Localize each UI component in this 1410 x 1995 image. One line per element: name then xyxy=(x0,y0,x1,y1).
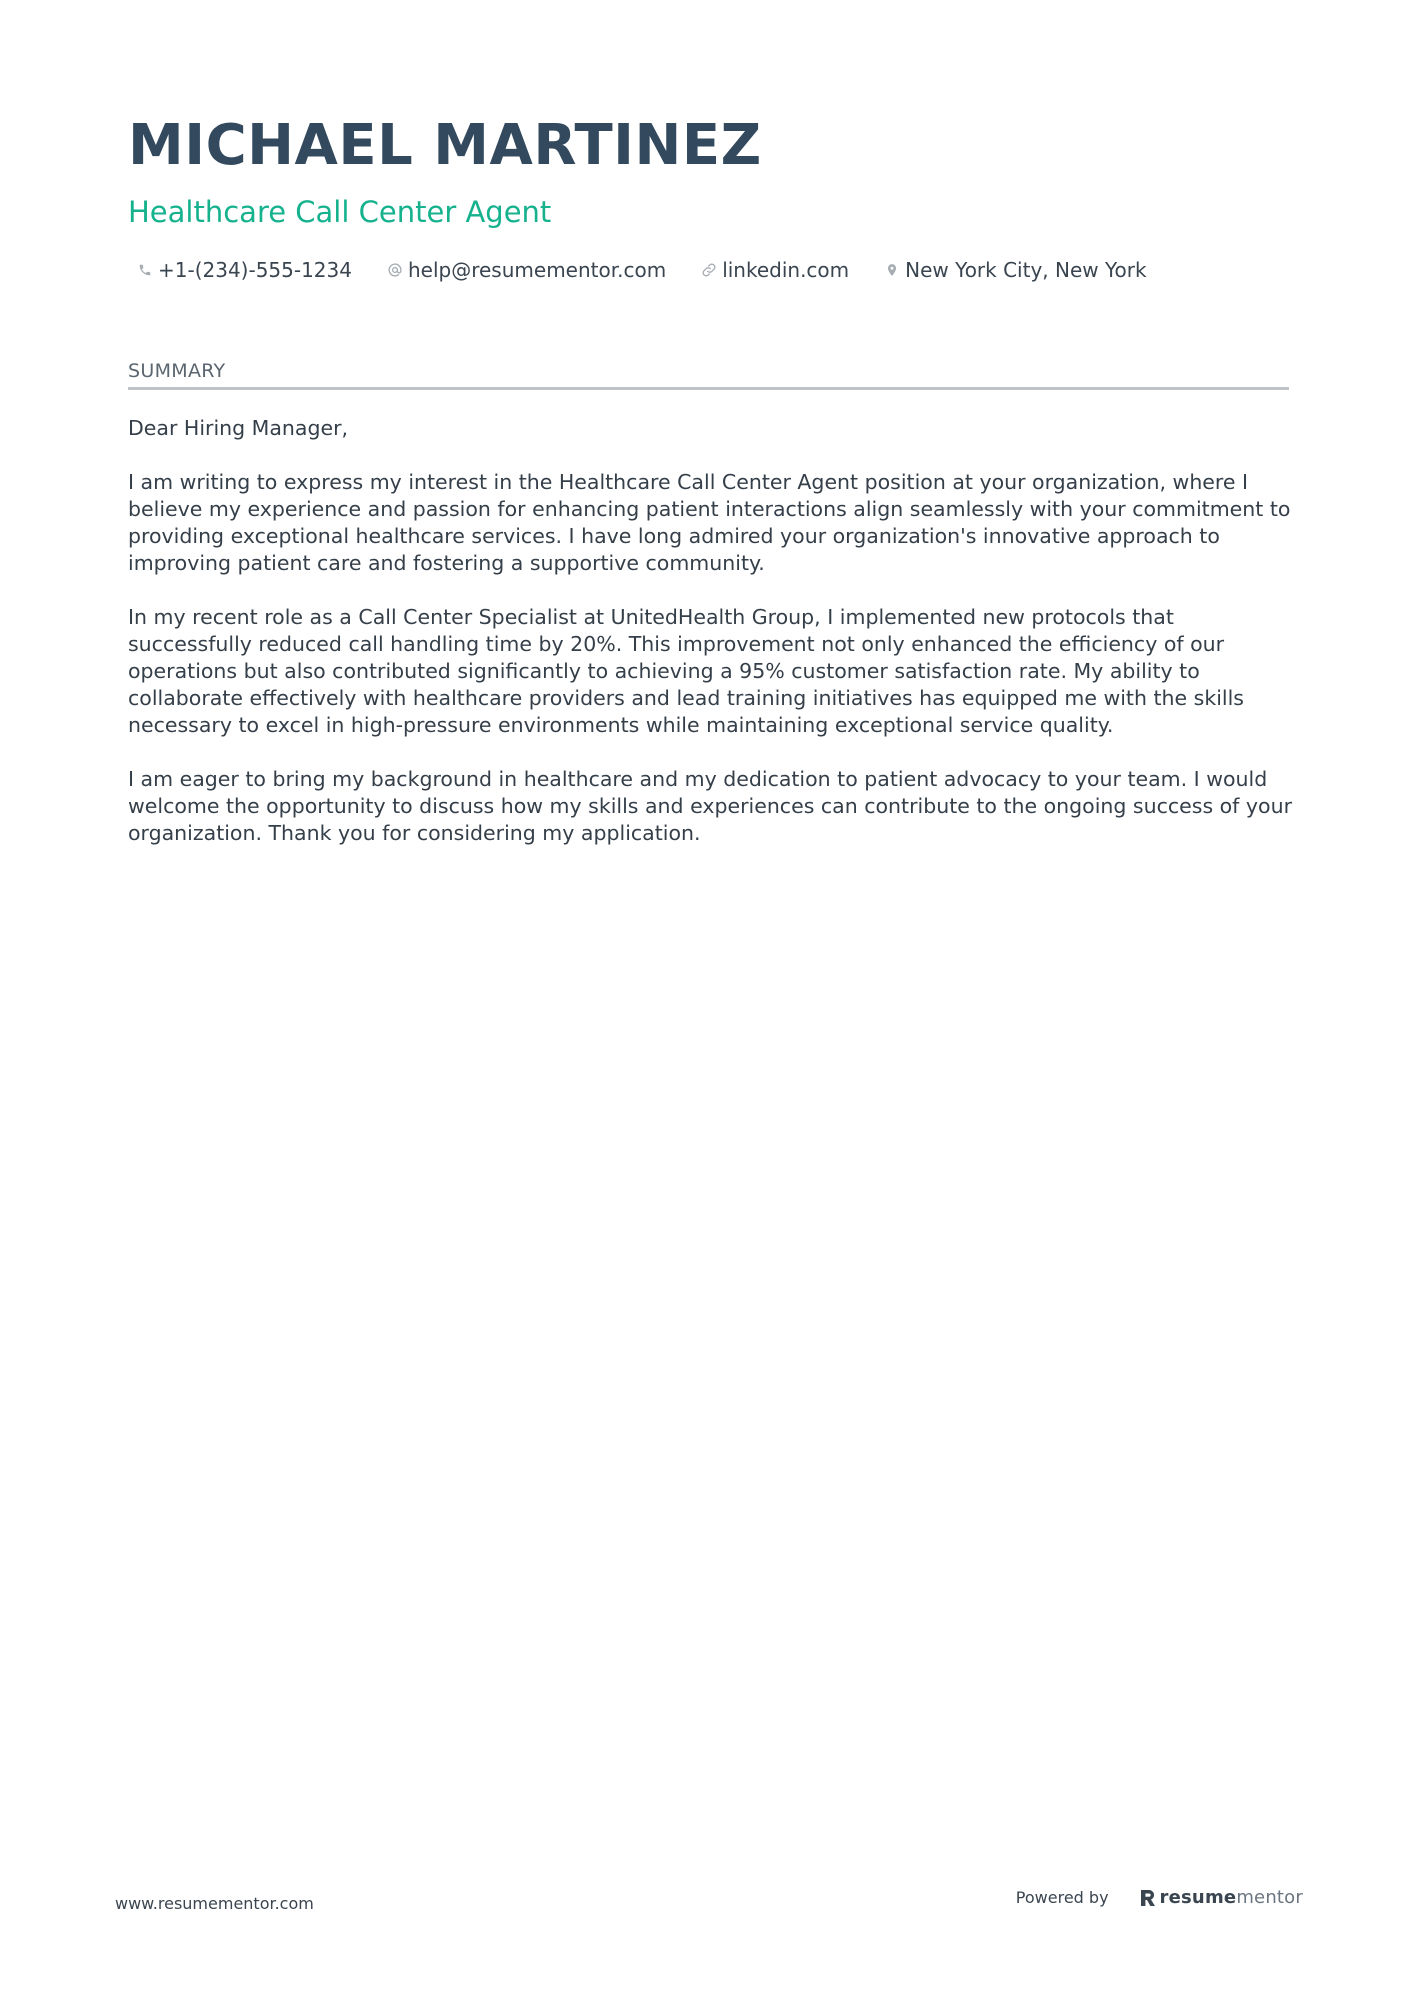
location-text: New York City, New York xyxy=(905,258,1147,282)
linkedin-url: linkedin.com xyxy=(722,258,850,282)
letter-paragraph: I am eager to bring my background in healthcare and my dedication to patient advocacy to your team. I would welcome the opportunity to discuss how my skills and experiences can contribute to the ongoing success of your organization. Thank you for considering my application. xyxy=(128,767,1293,845)
candidate-name: MICHAEL MARTINEZ xyxy=(128,113,762,178)
footer-branding xyxy=(1016,1887,1303,1908)
letter-paragraph: I am writing to express my interest in the Healthcare Call Center Agent position at your organization, where I believe my experience and passion for enhancing patient interactions align seamlessly with your commitment to providing exceptional healthcare services. I have long admired your organization's innovative approach to improving patient care and fostering a supportive community. xyxy=(128,470,1291,575)
powered-by-label: Powered by xyxy=(1015,1888,1109,1907)
footer-website[interactable]: www.resumementor.com xyxy=(115,1894,314,1913)
contact-location xyxy=(875,256,1146,284)
letter-body xyxy=(128,415,1298,874)
resumementor-logo-icon xyxy=(1139,1888,1157,1908)
contact-phone xyxy=(128,256,352,284)
email-address: help@resumementor.com xyxy=(407,258,667,282)
letter-paragraph: In my recent role as a Call Center Specialist at UnitedHealth Group, I implemented new protocols that successfully reduced call handling time by 20%. This improvement not only enhanced the efficiency of our operations but also contributed significantly to achieving a 95% customer satisfaction rate. My ability to collaborate effectively with healthcare providers and lead training initiatives has equipped me with the skills necessary to excel in high-pressure environments while maintaining exceptional service quality. xyxy=(128,605,1244,737)
location-pin-icon xyxy=(883,261,901,279)
letter-greeting: Dear Hiring Manager, xyxy=(128,416,349,440)
at-icon xyxy=(386,261,404,279)
brand-logo[interactable] xyxy=(1139,1887,1303,1908)
header xyxy=(128,112,1288,284)
contact-email xyxy=(378,256,666,284)
phone-icon xyxy=(136,261,154,279)
contact-linkedin xyxy=(692,256,849,284)
job-title: Healthcare Call Center Agent xyxy=(128,195,552,229)
brand-resume-text: resume xyxy=(1159,1887,1237,1908)
phone-number: +1-(234)-555-1234 xyxy=(158,258,352,282)
link-icon xyxy=(700,261,718,279)
contact-row xyxy=(128,256,1288,284)
summary-heading: SUMMARY xyxy=(128,360,1289,390)
brand-mentor-text: mentor xyxy=(1236,1887,1303,1908)
